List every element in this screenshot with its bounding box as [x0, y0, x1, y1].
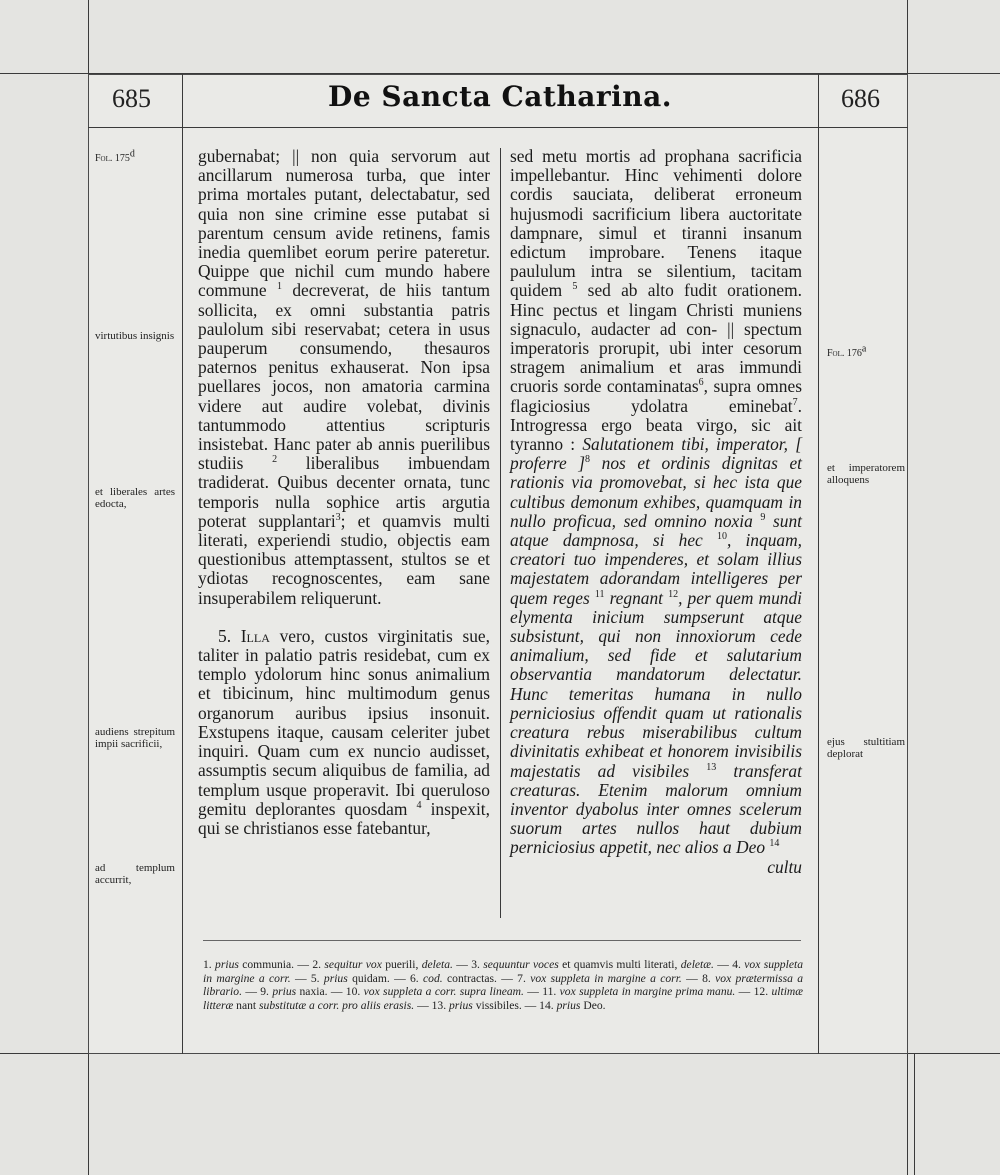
footnote-ref: 7: [792, 396, 798, 408]
grid-line: [907, 0, 908, 74]
header-rule: [88, 127, 908, 128]
margin-note: et imperatorem alloquens: [827, 462, 905, 486]
grid-line: [914, 1054, 915, 1175]
margin-note: audiens strepitum impii sacrificii,: [95, 726, 175, 750]
grid-line: [88, 1054, 89, 1175]
paragraph-number: 5.: [218, 625, 232, 646]
text-column-right: [510, 147, 802, 877]
footnote-ref: 10: [716, 531, 727, 543]
right-margin-rule: [818, 74, 819, 1054]
editorial-bracket: [ proferre ]: [510, 434, 802, 474]
paragraph: sed metu mortis ad prophana sacrificia impellebantur. Hinc vehimenti dolore cordis sauciata, deliberat erroneum hujusmodi sacrificium libera auctoritate dampnare, simul et tiranni insanum edictum improbare. Tenens itaque paululum intra se silentium, tacitam quidem $^5$ sed ab alto fudit orationem. Hinc pectus et lingam Christi muniens signaculo, audacter ad con- || spectum imperatoris prorupit, ubi inter cesorum stragem animalium et aras immundi cruoris sorde contaminatas$^6$, supra omnes flagiciosius ydolatra eminebat$^7$. Introgressa ergo beata virgo, sic ait tyranno : Salutationem tibi, imperator, [ proferre ]$^8$ nos et ordinis dignitas et rationis via promovebat, si hec ista que cultibus demonum exhibes, quamquam in nullo proficua, sed omnino noxia $^9$ sunt atque dampnosa, si hec $^{10}$, inquam, creatori tuo impenderes, et solam illius majestatem adorandam intelligeres per quem reges $^{11}$ regnant $^{12}$, per quem mundi elymenta inicium sumpserunt atque subsistunt, qui non innoxiorum cede animalium, sed fide et salutarium observantia mandatorum delectatur. Hunc temeritas humana in nullo perniciosius offendit quam ut rationalis creatura rebus miserabilibus cultum divinitatis exhibeat et honorem invisibilis majestatis ad visibiles $^{13}$ transferat creaturas. Etenim malorum omnium inventor dyabolus inter omnes scelerum suorum artes nullos haut dubium perniciosius appetit, nec alios a Deo $^{14}$ cultu: [510, 146, 802, 877]
footnotes: 1. prius communia. — 2. sequitur vox puerili, deleta. — 3. sequuntur voces et quamvis multi literati, deletæ. — 4. vox suppleta in margine a corr. — 5. prius quidam. — 6. cod. contractas. — 7. vox suppleta in margine a corr. — 8. vox prætermissa a librario. — 9. prius naxia. — 10. vox suppleta a corr. supra lineam. — 11. vox suppleta in margine prima manu. — 12. ultimæ litteræ nant substitutæ a corr. pro aliis erasis. — 13. prius vissibiles. — 14. prius Deo.: [203, 958, 804, 1012]
footnote-ref: 3: [335, 512, 341, 524]
grid-line: [88, 0, 89, 74]
footnote-ref: 13: [706, 761, 717, 773]
footnote-ref: 11: [594, 588, 605, 600]
footnote-ref: 5: [572, 281, 578, 293]
folio-note-left: [95, 148, 175, 165]
paragraph: 5. Illa vero, custos virginitatis sue, taliter in palatio patris residebat, cum ex templo ydolorum hinc sonus animalium et tibicinum, hinc multimodum genus organorum auribus ipsius insonuit. Exstupens itaque, causam celeriter jubet inquiri. Quam cum ex nuncio audisset, assumptis secum aliquibus de familia, ad templum usque properavit. Ibi queruloso gemitu deplorantes quosdam $^4$ inspexit, qui se christianos esse fatebantur,: [198, 625, 490, 838]
column-divider: [500, 148, 501, 918]
folio-suffix: a: [861, 343, 867, 355]
margin-note: virtutibus insignis: [95, 330, 175, 342]
footnote-rule: [203, 940, 801, 941]
footnote-ref: 8: [585, 454, 591, 466]
folio-suffix: d: [129, 148, 135, 160]
footnote-ref: 6: [698, 377, 704, 389]
margin-note: ad templum accurrit,: [95, 862, 175, 886]
paragraph: gubernabat; || non quia servorum aut ancillarum numerosa turba, que inter prima mortales putant, delectabatur, sed quia non sine crimine esse putabat si parentum censum avide retinens, famis inedia quemlibet eorum perire pateretur. Quippe que nichil cum mundo habere commune $^1$ decreverat, de hiis tantum sollicita, ex omni substantia patris paulolum sibi reservabat; cetera in usus pauperum consumendo, thesauros paternos penitus exhauserat. Non ipsa puellares jocos, non amatoria carmina videre aut audire volebat, divinis tantummodo attentius scripturis insistebat. Hanc pater ab annis puerilibus studiis $^2$ liberalibus imbuendam tradiderat. Quibus decenter ornata, tunc temporis nulla sophice artis argutia poterat supplantari$^3$; et quamvis multi literati, experiendi studio, objectis eam questionibus attemptassent, stultos se et ydiotas recognoscentes, eam sane insuperabilem reliquerunt.: [198, 146, 491, 608]
margin-note: ejus stultitiam deplorat: [827, 736, 905, 760]
opening-word: Illa: [240, 625, 270, 646]
folio-note-right: [827, 343, 905, 360]
margin-note: et liberales artes edocta,: [95, 486, 175, 510]
page-number-left: 685: [112, 84, 151, 113]
grid-line: [907, 1054, 908, 1175]
page-number-right: 686: [841, 84, 880, 113]
footnote-ref: 4: [416, 799, 422, 811]
text-column-left: [198, 147, 490, 838]
footnote-ref: 1: [276, 281, 282, 293]
page-title: De Sancta Catharina.: [328, 80, 672, 113]
footnote-ref: 9: [760, 512, 766, 524]
folio-label: Fol. 175: [95, 153, 130, 164]
left-margin-rule: [182, 74, 183, 1054]
footnote-ref: 12: [668, 588, 679, 600]
footnote-ref: 2: [272, 454, 278, 466]
folio-label: Fol. 176: [827, 348, 862, 359]
footnote-ref: 14: [769, 838, 780, 850]
